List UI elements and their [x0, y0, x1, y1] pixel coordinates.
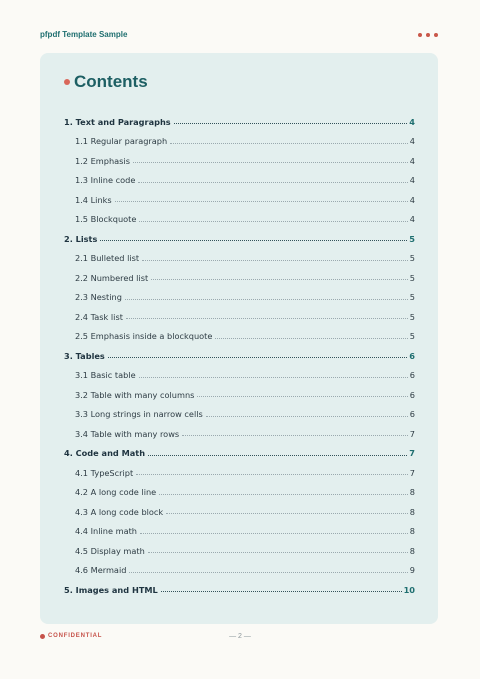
- toc-entry-label: 2.3 Nesting: [75, 292, 122, 302]
- dot-leader: [182, 435, 408, 436]
- dot-leader: [139, 377, 408, 378]
- toc-list: [64, 107, 415, 595]
- dot-leader: [215, 338, 407, 339]
- toc-entry-label: 3.2 Table with many columns: [75, 389, 195, 400]
- toc-entry-label: 3.1 Basic table: [75, 370, 136, 380]
- toc-entry-page: 4: [409, 214, 415, 224]
- toc-entry-page: 4: [409, 175, 415, 185]
- toc-subsection-entry[interactable]: [64, 497, 415, 517]
- toc-entry-label: 4.4 Inline math: [75, 526, 137, 536]
- toc-entry-label: 4.5 Display math: [75, 545, 145, 556]
- toc-entry-page: 8: [409, 506, 415, 517]
- toc-entry-page: 4: [409, 194, 415, 205]
- toc-subsection-entry[interactable]: [64, 361, 415, 381]
- dot-leader: [115, 201, 408, 202]
- toc-entry-label: 1.1 Regular paragraph: [75, 136, 168, 146]
- toc-entry-label: 4.2 A long code line: [75, 487, 157, 497]
- toc-subsection-entry[interactable]: [64, 380, 415, 400]
- toc-subsection-entry[interactable]: [64, 283, 415, 303]
- toc-subsection-entry[interactable]: [64, 458, 415, 478]
- toc-section-entry[interactable]: [64, 107, 415, 127]
- dot-leader: [159, 494, 408, 495]
- toc-entry-label: 1.2 Emphasis: [75, 155, 130, 166]
- toc-subsection-entry[interactable]: [64, 536, 415, 556]
- dot-leader: [138, 182, 407, 183]
- dot-leader: [129, 572, 407, 573]
- toc-card: [40, 53, 438, 624]
- toc-entry-page: 8: [409, 526, 415, 536]
- toc-entry-label: 1.3 Inline code: [75, 175, 136, 185]
- toc-subsection-entry[interactable]: [64, 127, 415, 147]
- toc-entry-page: 5: [409, 331, 415, 341]
- heading-bullet-icon: [64, 79, 70, 85]
- toc-subsection-entry[interactable]: [64, 205, 415, 225]
- dot-leader: [100, 240, 407, 241]
- toc-subsection-entry[interactable]: [64, 478, 415, 498]
- page-header: [40, 30, 438, 39]
- dot-leader: [170, 143, 408, 144]
- header-dot-icon: [426, 33, 430, 37]
- toc-subsection-entry[interactable]: [64, 146, 415, 166]
- toc-subsection-entry[interactable]: [64, 556, 415, 576]
- confidential-label: CONFIDENTIAL: [48, 633, 103, 639]
- toc-entry-label: 1.5 Blockquote: [75, 214, 137, 224]
- toc-entry-page: 6: [409, 409, 415, 419]
- dot-leader: [148, 552, 408, 553]
- toc-entry-page: 4: [409, 155, 415, 166]
- dot-leader: [126, 318, 408, 319]
- dot-leader: [166, 513, 408, 514]
- toc-subsection-entry[interactable]: [64, 244, 415, 264]
- toc-entry-page: 5: [409, 292, 415, 302]
- dot-leader: [197, 396, 407, 397]
- toc-entry-label: 2.2 Numbered list: [75, 272, 149, 283]
- toc-section-entry[interactable]: [64, 575, 415, 595]
- toc-subsection-entry[interactable]: [64, 322, 415, 342]
- toc-entry-label: 1.4 Links: [75, 194, 112, 205]
- toc-section-entry[interactable]: [64, 341, 415, 361]
- toc-entry-page: 5: [409, 253, 415, 263]
- toc-entry-page: 6: [409, 370, 415, 380]
- toc-entry-page: 7: [409, 448, 415, 458]
- toc-entry-page: 6: [409, 350, 415, 361]
- toc-entry-label: 4.3 A long code block: [75, 506, 164, 517]
- header-dots: [418, 33, 438, 37]
- toc-title: Contents: [74, 72, 148, 91]
- dot-leader: [139, 221, 407, 222]
- toc-entry-page: 8: [409, 545, 415, 556]
- toc-entry-page: 4: [409, 136, 415, 146]
- toc-subsection-entry[interactable]: [64, 185, 415, 205]
- toc-subsection-entry[interactable]: [64, 419, 415, 439]
- toc-subsection-entry[interactable]: [64, 517, 415, 537]
- header-title: pfpdf Template Sample: [40, 30, 128, 39]
- toc-subsection-entry[interactable]: [64, 400, 415, 420]
- header-dot-icon: [418, 33, 422, 37]
- header-dot-icon: [434, 33, 438, 37]
- dot-leader: [151, 279, 408, 280]
- dot-leader: [125, 299, 408, 300]
- toc-entry-page: 9: [409, 565, 415, 575]
- toc-subsection-entry[interactable]: [64, 166, 415, 186]
- dot-leader: [136, 474, 408, 475]
- toc-entry-page: 4: [409, 116, 415, 127]
- toc-entry-label: 3.4 Table with many rows: [75, 428, 180, 439]
- toc-entry-page: 6: [409, 389, 415, 400]
- dot-leader: [142, 260, 408, 261]
- toc-entry-label: 4.6 Mermaid: [75, 565, 127, 575]
- toc-entry-label: 2.4 Task list: [75, 311, 123, 322]
- toc-entry-label: 4. Code and Math: [64, 448, 146, 458]
- toc-entry-label: 2.5 Emphasis inside a blockquote: [75, 331, 213, 341]
- toc-entry-label: 2.1 Bulleted list: [75, 253, 140, 263]
- toc-entry-page: 5: [409, 272, 415, 283]
- toc-subsection-entry[interactable]: [64, 302, 415, 322]
- toc-entry-label: 2. Lists: [64, 233, 98, 244]
- toc-entry-page: 7: [409, 428, 415, 439]
- toc-entry-label: 5. Images and HTML: [64, 584, 158, 595]
- page-number: — 2 —: [229, 633, 251, 640]
- toc-entry-page: 5: [409, 311, 415, 322]
- toc-entry-label: 4.1 TypeScript: [75, 467, 134, 478]
- toc-entry-label: 3. Tables: [64, 350, 105, 361]
- toc-section-entry[interactable]: [64, 224, 415, 244]
- dot-leader: [206, 416, 408, 417]
- toc-entry-page: 10: [403, 584, 415, 595]
- toc-entry-label: 1. Text and Paragraphs: [64, 116, 171, 127]
- toc-section-entry[interactable]: [64, 439, 415, 459]
- dot-leader: [133, 162, 408, 163]
- toc-subsection-entry[interactable]: [64, 263, 415, 283]
- toc-entry-page: 8: [409, 487, 415, 497]
- dot-leader: [108, 357, 407, 358]
- toc-entry-label: 3.3 Long strings in narrow cells: [75, 409, 203, 419]
- dot-leader: [161, 591, 402, 592]
- dot-leader: [174, 123, 408, 124]
- dot-leader: [140, 533, 408, 534]
- toc-entry-page: 7: [409, 467, 415, 478]
- toc-entry-page: 5: [409, 233, 415, 244]
- toc-heading: [64, 72, 148, 92]
- dot-leader: [148, 455, 407, 456]
